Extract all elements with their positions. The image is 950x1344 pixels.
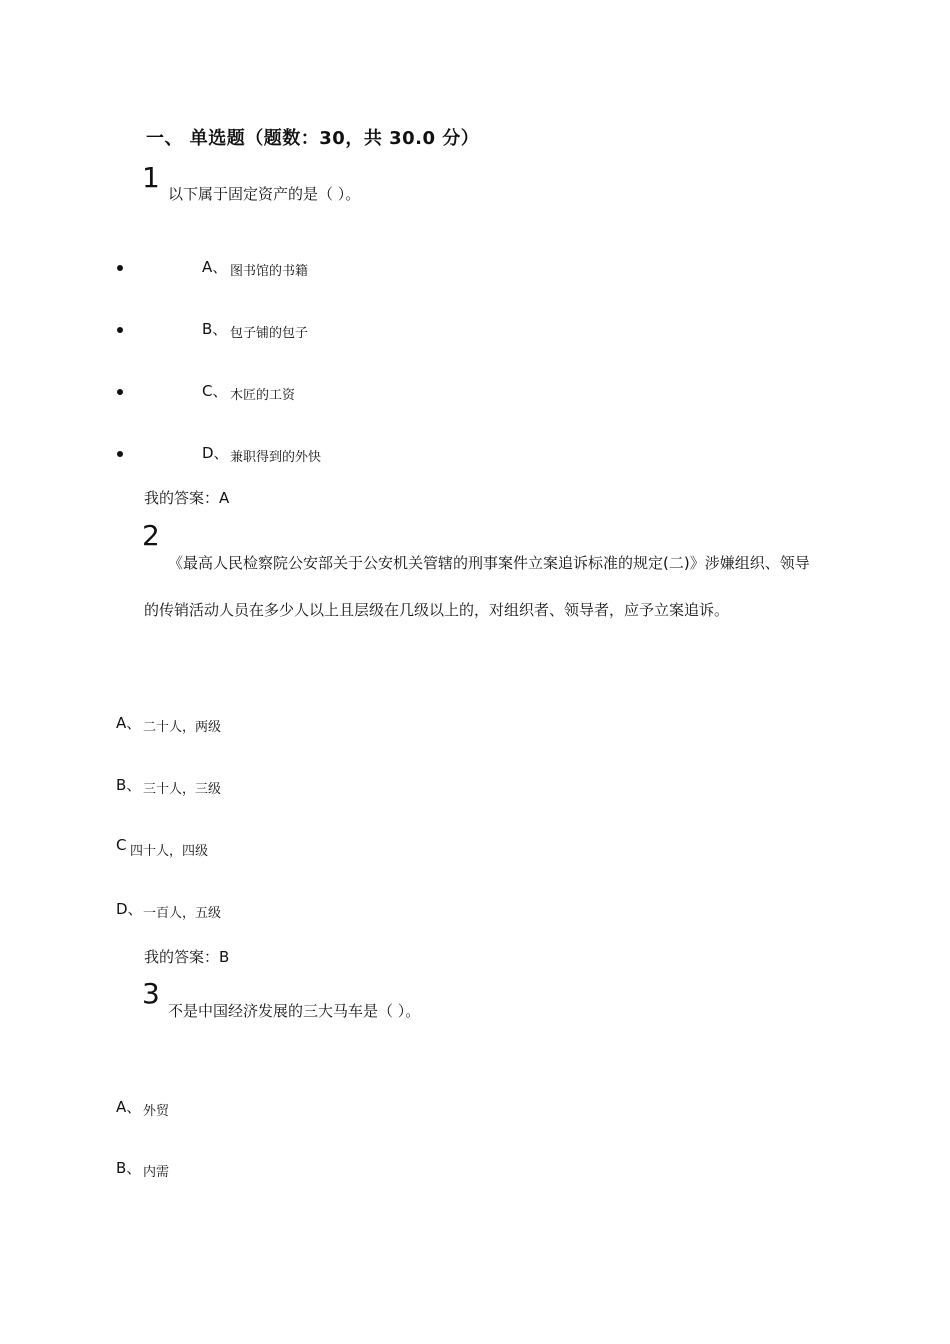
option-letter: B、 bbox=[116, 776, 142, 794]
question-text: 以下属于固定资产的是（ ）。 bbox=[168, 185, 361, 203]
option-letter: B、 bbox=[202, 320, 228, 338]
option-letter: C、 bbox=[202, 382, 228, 400]
option-text: 木匠的工资 bbox=[230, 388, 296, 403]
option-text: 外贸 bbox=[143, 1104, 170, 1119]
option-text: 包子铺的包子 bbox=[230, 326, 309, 341]
option-letter: D、 bbox=[116, 900, 143, 918]
option-letter: A、 bbox=[116, 714, 142, 732]
bullet-icon bbox=[117, 389, 123, 395]
bullet-icon bbox=[117, 265, 123, 271]
option-text: 二十人，两级 bbox=[143, 720, 222, 735]
option-text: 图书馆的书籍 bbox=[230, 264, 309, 279]
option-text: 兼职得到的外快 bbox=[230, 450, 322, 465]
option-letter: A、 bbox=[202, 258, 228, 276]
option-text: 内需 bbox=[143, 1165, 170, 1180]
option-letter: A、 bbox=[116, 1098, 142, 1116]
option-text: 一百人，五级 bbox=[143, 906, 222, 921]
my-answer: 我的答案：B bbox=[144, 948, 230, 966]
bullet-icon bbox=[117, 451, 123, 457]
option-letter: B、 bbox=[116, 1159, 142, 1177]
option-text: 三十人，三级 bbox=[143, 782, 222, 797]
option-letter: D、 bbox=[202, 444, 229, 462]
option-text: 四十人，四级 bbox=[130, 844, 209, 859]
question-number: 1 bbox=[142, 161, 160, 194]
my-answer: 我的答案：A bbox=[144, 489, 230, 507]
question-text: 《最高人民检察院公安部关于公安机关管辖的刑事案件立案追诉标准的规定(二)》涉嫌组织、领导的传销活动人员在多少人以上且层级在几级以上的，对组织者、领导者，应予立案追诉。 bbox=[144, 554, 810, 619]
question-number: 2 bbox=[142, 519, 160, 552]
option-letter: C bbox=[116, 836, 127, 854]
page-title: 一、 单选题（题数：30，共 30.0 分） bbox=[146, 128, 480, 149]
question-number: 3 bbox=[142, 977, 160, 1010]
bullet-icon bbox=[117, 327, 123, 333]
question-text: 不是中国经济发展的三大马车是（ ）。 bbox=[168, 1002, 421, 1020]
